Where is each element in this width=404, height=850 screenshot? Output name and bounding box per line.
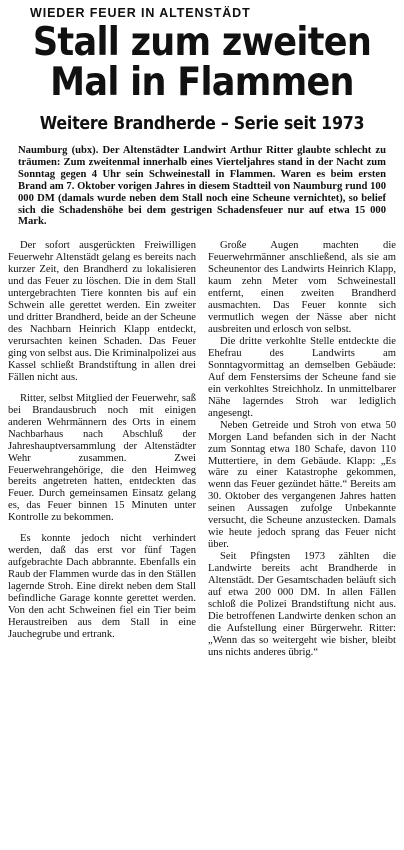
left-paragraph-1: Der sofort ausgerückten Freiwilligen Feuerwehr Altenstädt gelang es bereits nach kurzer Zeit, den Brandherd zu lokalisieren und das Feuer zu löschen. Die in dem Stall untergebrachten Tiere konnten bis auf ein Schwein alle gerettet werden. Ein zweiter und dritter Brandherd, beide an der Scheune des Nachbarn Heinrich Klapp entdeckt, verursachten keinen Schaden. Das Feuer ging von selbst aus. Die Kriminalpolizei aus Kassel schließt Brandstiftung in allen drei Fällen nicht aus. (8, 240, 197, 383)
right-paragraph-4: Seit Pfingsten 1973 zählten die Landwirte bereits acht Brandherde in Altenstädt. Der Gesamtschaden beläuft sich auf etwa 200 000 DM. In allen Fällen schloß die Polizei Brandstiftung nicht aus. Die betroffenen Landwirte denken schon an die Aufstellung einer Bürgerwehr. Ritter: „Wenn das so weitergeht wie bisher, bleibt uns nichts anderes übrig.“ (208, 551, 396, 658)
right-paragraph-2: Die dritte verkohlte Stelle entdeckte die Ehefrau des Landwirts am Sonntagvormittag an demselben Gebäude: Auf dem Fenstersims der Scheune fand sie ein verkohltes Streichholz. In unmittelbarer Nähe lagerndes Stroh war lediglich angesengt. (208, 335, 396, 419)
left-paragraph-3: Es konnte jedoch nicht verhindert werden, daß das erst vor fünf Tagen aufgebrachte Dach abbrannte. Ebenfalls ein Raub der Flammen wurde das in den Ställen lagernde Stroh. Eine direkt neben dem Stall befindliche Garage konnte gerettet werden. Von den acht Schweinen fiel ein Tier beim Heraustreiben aus dem Stall in eine Jauchegrube und ertrank. (8, 533, 196, 640)
headline-line-1: Stall zum zweiten (32, 20, 372, 65)
left-column (8, 240, 196, 658)
right-paragraph-3: Neben Getreide und Stroh von etwa 50 Morgen Land befanden sich in der Nacht zum Sonntag etwa 180 Schafe, davon 110 Muttertiere, in dem Gebäude. Klapp: „Es wäre zu einer Katastrophe gekommen, wenn das Feuer gezündet hätte.“ Bereits am 30. Oktober des vergangenen Jahres hatten seinen Aussagen zufolge Unbekannte versucht, die Scheune anzustecken. Damals wie heute jedoch sprang das Feuer nicht über. (208, 419, 396, 551)
article-subheadline: Weitere Brandherde – Serie seit 1973 (39, 113, 365, 134)
article-headline (27, 20, 376, 105)
article-lead: Naumburg (ubx). Der Altenstädter Landwirt Arthur Ritter glaubte schlecht zu träumen: Zum zweitenmal innerhalb eines Vierteljahres stand in der Nacht zum Sonntag gegen 4 Uhr sein Schweinestall in Flammen. Waren es beim ersten Brand am 7. Oktober vorigen Jahres in diesem Stadtteil von Naumburg rund 100 000 DM (damals wurde neben dem Stall noch eine Scheune vernichtet), so belief sich die Schadenshöhe bei dem gestrigen Schadensfeuer nur auf etwa 15 000 Mark. (18, 145, 386, 228)
right-paragraph-1: Große Augen machten die Feuerwehrmänner anschließend, als sie am Scheunentor des Landwirts Heinrich Klapp, kaum zehn Meter vom Schweinestall entfernt, einen zweiten Brandherd ausmachten. Das Feuer konnte sich vermutlich wegen der Nässe aber nicht ausbreiten und erlosch von selbst. (208, 240, 396, 336)
article-kicker: WIEDER FEUER IN ALTENSTÄDT (30, 6, 251, 20)
article-body (8, 240, 396, 658)
right-column (208, 240, 396, 658)
left-paragraph-2: Ritter, selbst Mitglied der Feuerwehr, saß bei Brandausbruch noch mit einigen anderen Wehrmännern des Orts in einem Nachbarhaus nach Abschluß der Jahreshauptversammlung der Altenstädter Wehr zusammen. Zwei Feuerwehrangehörige, die den Heimweg bereits angetreten hatten, entdeckten das Feuer. Durch gemeinsamen Einsatz gelang es, das Feuer binnen 15 Minuten unter Kontrolle zu bekommen. (8, 392, 196, 524)
headline-line-2: Mal in Flammen (50, 60, 354, 105)
